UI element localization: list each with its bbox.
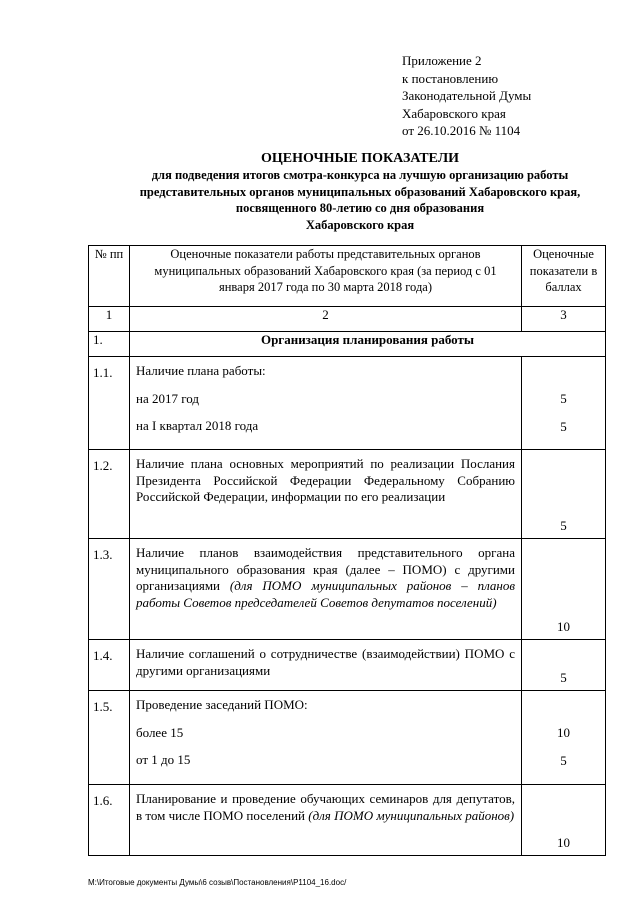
row-score: 5 — [560, 517, 567, 533]
section-title: Организация планирования работы — [130, 332, 606, 357]
column-number: 1 — [89, 307, 130, 332]
appendix-line: Хабаровского края — [402, 105, 506, 121]
row-description — [130, 691, 522, 785]
row-number: 1.6. — [89, 785, 130, 856]
table-row — [89, 785, 606, 856]
subitem-score: 5 — [560, 391, 567, 406]
title-sub-line: для подведения итогов смотра-конкурса на лучшую организацию работы — [151, 168, 569, 182]
row-score-cell — [522, 640, 606, 691]
table-row — [89, 450, 606, 539]
appendix-line: от 26.10.2016 № 1104 — [402, 123, 521, 138]
table-row — [89, 357, 606, 450]
table-row — [89, 691, 606, 785]
appendix-block — [402, 52, 531, 140]
row-number: 1.5. — [89, 691, 130, 785]
title-sub-line: Хабаровского края — [305, 217, 415, 232]
row-description — [130, 785, 522, 856]
row-number: 1.3. — [89, 539, 130, 640]
row-score-cell — [522, 691, 606, 785]
row-description — [130, 357, 522, 450]
column-number: 3 — [522, 307, 606, 332]
header-number: № пп — [89, 246, 130, 307]
table-row — [89, 640, 606, 691]
row-number: 1.1. — [89, 357, 130, 450]
table-row — [89, 539, 606, 640]
row-score: 10 — [557, 618, 570, 634]
row-score-cell — [522, 785, 606, 856]
appendix-line: Приложение 2 — [402, 53, 482, 68]
title-sub-line: представительных органов муниципальных образований Хабаровского края, — [139, 184, 581, 199]
document-title — [100, 150, 620, 233]
appendix-line: к постановлению — [402, 70, 499, 86]
row-text: Планирование и проведение обучающих семинаров для депутатов, в том числе ПОМО поселений — [136, 791, 515, 823]
subitem-text: более 15 — [136, 724, 184, 740]
row-italic-note: (для ПОМО муниципальных районов) — [308, 807, 515, 823]
appendix-line: Законодательной Думы — [402, 88, 532, 103]
row-text: Наличие планов взаимодействия представительного органа муниципального образования края (далее – ПОМО) с другими организациями — [136, 545, 515, 593]
row-title: Наличие плана работы: — [136, 363, 266, 378]
header-indicator: Оценочные показатели работы представительных органов муниципальных образований Хабаровского края (за период с 01 января 2017 года по 30 марта 2018 года) — [130, 246, 522, 307]
title-sub-line: посвященного 80-летию со дня образования — [235, 201, 485, 215]
subitem-score: 10 — [557, 725, 570, 740]
row-description: Наличие плана основных мероприятий по реализации Послания Президента Российской Федерации Федеральному Собранию Российской Федерации, информации по его реализации — [130, 450, 522, 539]
file-path-footer: M:\Итоговые документы Думы\6 созыв\Постановления\P1104_16.doc/ — [88, 878, 347, 887]
indicators-table — [88, 245, 606, 856]
subitem-score: 5 — [560, 752, 567, 768]
subitem-text: от 1 до 15 — [136, 752, 191, 767]
column-numbers-row — [89, 307, 606, 332]
row-score: 5 — [560, 669, 567, 685]
row-italic-note: (для ПОМО муниципальных районов – планов работы Советов председателей Советов депутатов поселений) — [136, 578, 515, 610]
row-number: 1.2. — [89, 450, 130, 539]
section-row — [89, 332, 606, 357]
row-description: Наличие соглашений о сотрудничестве (взаимодействии) ПОМО с другими организациями — [130, 640, 522, 691]
row-number: 1.4. — [89, 640, 130, 691]
row-score-cell — [522, 357, 606, 450]
table-header-row — [89, 246, 606, 307]
subitem-score: 5 — [560, 418, 567, 434]
header-score: Оценочные показатели в баллах — [522, 246, 606, 307]
subitem-text: на I квартал 2018 года — [136, 418, 259, 433]
subitem-text: на 2017 год — [136, 390, 199, 406]
row-score: 10 — [557, 834, 570, 850]
section-number: 1. — [89, 332, 130, 357]
column-number: 2 — [130, 307, 522, 332]
row-description — [130, 539, 522, 640]
row-score-cell — [522, 450, 606, 539]
title-main: ОЦЕНОЧНЫЕ ПОКАЗАТЕЛИ — [260, 151, 460, 166]
row-score-cell — [522, 539, 606, 640]
row-title: Проведение заседаний ПОМО: — [136, 697, 308, 712]
